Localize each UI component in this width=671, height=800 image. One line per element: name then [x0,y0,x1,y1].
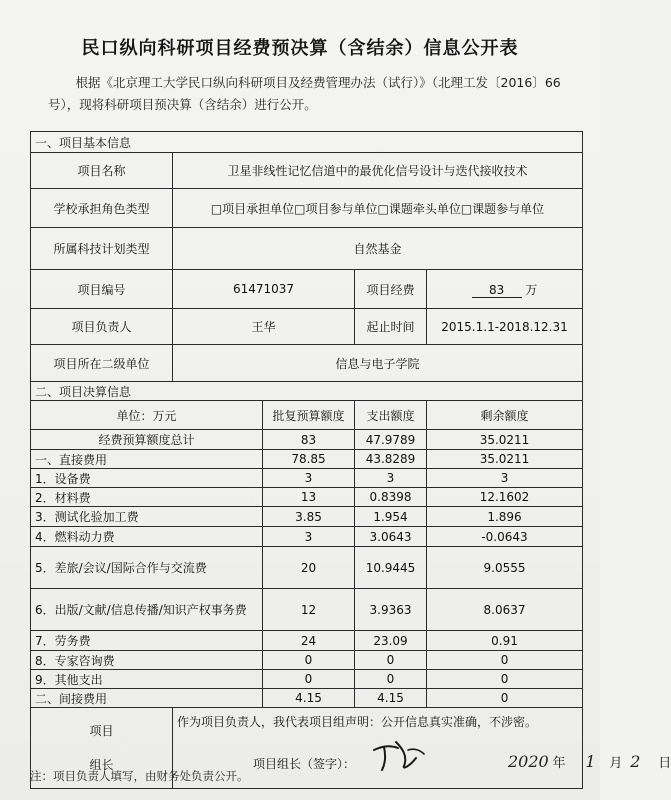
budget-row [31,651,583,670]
signoff-label-line2: 组长 [89,758,114,772]
budget-header-unit: 单位：万元 [31,401,263,430]
budget-row [31,527,583,547]
budget-row-approved: 3.85 [263,507,355,527]
budget-row [31,689,583,708]
project-number-value: 61471037 [173,270,355,309]
project-number-label: 项目编号 [31,270,173,309]
budget-row-remaining: -0.0643 [427,527,583,547]
plan-type-label: 所属科技计划类型 [31,228,173,270]
section-budget-info: 二、项目决算信息 [31,382,583,401]
budget-row-approved: 0 [263,670,355,689]
budget-row-remaining: 35.0211 [427,430,583,450]
budget-header-spent: 支出额度 [355,401,427,430]
date-year-handwritten: 2020 [508,752,549,771]
budget-row-spent: 0 [355,651,427,670]
budget-row [31,488,583,507]
date-month-char: 月 [609,756,623,771]
period-value: 2015.1.1-2018.12.31 [427,309,583,345]
budget-row [31,430,583,450]
role-type-label: 学校承担角色类型 [31,189,173,228]
budget-row [31,631,583,651]
budget-row-label: 二、间接费用 [31,689,263,708]
budget-row-approved: 83 [263,430,355,450]
budget-row-spent: 43.8289 [355,450,427,469]
budget-row-spent: 47.9789 [355,430,427,450]
budget-row-remaining: 12.1602 [427,488,583,507]
budget-row-remaining: 0.91 [427,631,583,651]
budget-row-remaining: 0 [427,670,583,689]
budget-row-remaining: 0 [427,689,583,708]
budget-row-spent: 3.9363 [355,589,427,631]
budget-row-spent: 10.9445 [355,547,427,589]
budget-row-approved: 0 [263,651,355,670]
budget-row-label: 9．其他支出 [31,670,263,689]
department-label: 项目所在二级单位 [31,345,173,382]
budget-row-approved: 78.85 [263,450,355,469]
budget-row-label: 1．设备费 [31,469,263,488]
date-day-handwritten: 2 [630,752,641,771]
footnote: 注：项目负责人填写，由财务处负责公开。 [30,769,249,783]
budget-row-label: 6．出版/文献/信息传播/知识产权事务费 [31,589,263,631]
leader-label: 项目负责人 [31,309,173,345]
budget-row-label: 一、直接费用 [31,450,263,469]
budget-row-spent: 4.15 [355,689,427,708]
budget-row-spent: 3.0643 [355,527,427,547]
budget-row [31,507,583,527]
budget-row-label: 3．测试化验加工费 [31,507,263,527]
date-year-char: 年 [552,756,566,771]
project-name-label: 项目名称 [31,153,173,189]
budget-row-label: 5．差旅/会议/国际合作与交流费 [31,547,263,589]
budget-row-approved: 13 [263,488,355,507]
handwritten-signature [368,736,428,772]
funding-value: 83 [472,283,522,298]
document-title: 民口纵向科研项目经费预决算（含结余）信息公开表 [81,38,519,59]
budget-row-remaining: 1.896 [427,507,583,527]
signoff-signer-label: 项目组长（签字）： [253,757,356,771]
intro-paragraph: 根据《北京理工大学民口纵向科研项目及经费管理办法（试行）》（北理工发〔2016〕66号），现将科研项目预决算（含结余）进行公开。 [48,75,561,112]
department-value: 信息与电子学院 [173,345,583,382]
funding-unit: 万 [525,282,538,297]
budget-row-spent: 0 [355,670,427,689]
signoff-date [508,752,671,771]
signoff-declaration: 作为项目负责人，我代表项目组声明：公开信息真实准确，不涉密。 [177,715,538,729]
signoff-label-line1: 项目 [89,724,114,738]
budget-row-approved: 12 [263,589,355,631]
role-type-options: □项目承担单位□项目参与单位□课题牵头单位□课题参与单位 [173,189,583,228]
budget-row-spent: 23.09 [355,631,427,651]
budget-header-approved: 批复预算额度 [263,401,355,430]
section-basic-info: 一、项目基本信息 [31,132,583,153]
budget-row-label: 8．专家咨询费 [31,651,263,670]
budget-row [31,670,583,689]
budget-row-spent: 3 [355,469,427,488]
budget-row-remaining: 35.0211 [427,450,583,469]
plan-type-value: 自然基金 [173,228,583,270]
budget-row-label: 2．材料费 [31,488,263,507]
budget-row-approved: 24 [263,631,355,651]
budget-row-label: 4．燃料动力费 [31,527,263,547]
budget-row [31,450,583,469]
budget-row-remaining: 3 [427,469,583,488]
date-month-handwritten: 1 [585,752,596,771]
funding-label: 项目经费 [355,270,427,309]
budget-row-approved: 3 [263,527,355,547]
project-name-value: 卫星非线性记忆信道中的最优化信号设计与迭代接收技术 [173,153,583,189]
budget-header-remaining: 剩余额度 [427,401,583,430]
period-label: 起止时间 [355,309,427,345]
budget-row [31,469,583,488]
budget-row-spent: 1.954 [355,507,427,527]
date-day-char: 日 [658,756,671,771]
budget-row-label: 经费预算额度总计 [31,430,263,450]
budget-row-label: 7．劳务费 [31,631,263,651]
disclosure-form-table [30,131,671,789]
leader-value: 王华 [173,309,355,345]
funding-cell [427,270,583,309]
budget-row-approved: 20 [263,547,355,589]
budget-row [31,589,583,631]
budget-row [31,547,583,589]
budget-row-remaining: 9.0555 [427,547,583,589]
budget-row-approved: 4.15 [263,689,355,708]
budget-row-remaining: 0 [427,651,583,670]
budget-row-spent: 0.8398 [355,488,427,507]
budget-row-approved: 3 [263,469,355,488]
budget-row-remaining: 8.0637 [427,589,583,631]
